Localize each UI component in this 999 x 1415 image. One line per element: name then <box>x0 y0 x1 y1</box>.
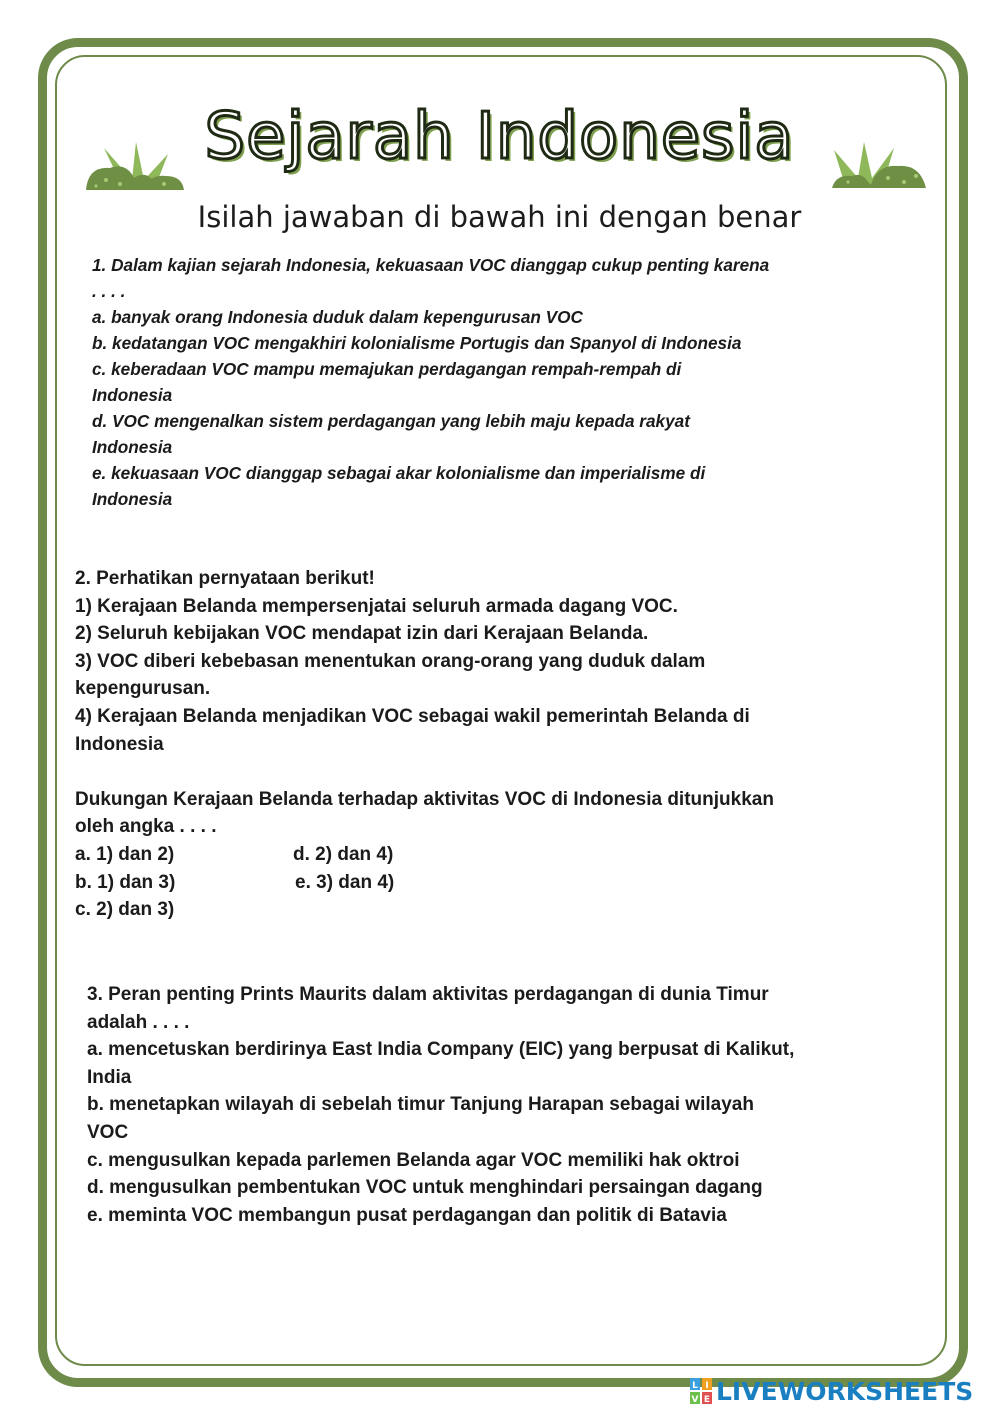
q3-option-b[interactable]: b. menetapkan wilayah di sebelah timur Tanjung Harapan sebagai wilayah <box>87 1094 754 1116</box>
q3-option-b-cont[interactable]: VOC <box>87 1121 129 1143</box>
q1-option-e-cont[interactable]: Indonesia <box>92 489 173 509</box>
logo-text: LIVEWORKSHEETS <box>716 1376 974 1406</box>
q1-option-d[interactable]: d. VOC mengenalkan sistem perdagangan yang lebih maju kepada rakyat <box>92 411 690 431</box>
q1-option-b[interactable]: b. kedatangan VOC mengakhiri kolonialisme Portugis dan Spanyol di Indonesia <box>92 333 742 353</box>
q2-statement-4-cont: Indonesia <box>75 733 164 755</box>
q2-statement-3: 3) VOC diberi kebebasan menentukan orang-orang yang duduk dalam <box>75 650 706 672</box>
page-subtitle: Isilah jawaban di bawah ini dengan benar <box>197 200 802 234</box>
question-2 <box>75 565 920 924</box>
question-1 <box>92 252 912 512</box>
q3-option-a-cont[interactable]: India <box>87 1066 132 1088</box>
q3-option-d[interactable]: d. mengusulkan pembentukan VOC untuk menghindari persaingan dagang <box>87 1177 763 1199</box>
q1-stem: 1. Dalam kajian sejarah Indonesia, kekuasaan VOC dianggap cukup penting karena <box>92 255 770 275</box>
q2-option-a[interactable]: a. 1) dan 2) <box>75 843 175 865</box>
liveworksheets-logo[interactable] <box>690 1376 973 1406</box>
q2-options-row-1 <box>75 841 920 869</box>
q1-stem-dots: . . . . <box>92 281 126 301</box>
q2-option-b[interactable]: b. 1) dan 3) <box>75 871 176 893</box>
q2-stem: 2. Perhatikan pernyataan berikut! <box>75 568 375 589</box>
q2-option-c[interactable]: c. 2) dan 3) <box>75 899 175 921</box>
live-blocks-icon <box>690 1378 712 1404</box>
q2-option-e[interactable]: e. 3) dan 4) <box>295 871 395 893</box>
q2-option-d[interactable]: d. 2) dan 4) <box>293 843 394 865</box>
q3-stem: 3. Peran penting Prints Maurits dalam aktivitas perdagangan di dunia Timur <box>87 984 769 1005</box>
q2-prompt: Dukungan Kerajaan Belanda terhadap aktivitas VOC di Indonesia ditunjukkan <box>75 788 774 810</box>
logo-letter-e: E <box>703 1395 711 1404</box>
logo-letter-l: L <box>692 1381 698 1391</box>
logo-letter-v: V <box>691 1395 699 1404</box>
q2-statement-2: 2) Seluruh kebijakan VOC mendapat izin dari Kerajaan Belanda. <box>75 623 649 645</box>
q1-option-d-cont[interactable]: Indonesia <box>92 437 173 457</box>
q2-statement-3-cont: kepengurusan. <box>75 678 211 700</box>
q2-statement-1: 1) Kerajaan Belanda mempersenjatai seluruh armada dagang VOC. <box>75 595 678 617</box>
q3-option-c[interactable]: c. mengusulkan kepada parlemen Belanda agar VOC memiliki hak oktroi <box>87 1149 740 1171</box>
q3-stem-cont: adalah . . . . <box>87 1011 190 1033</box>
q2-statement-4: 4) Kerajaan Belanda menjadikan VOC sebagai wakil pemerintah Belanda di <box>75 705 750 727</box>
q3-option-e[interactable]: e. meminta VOC membangun pusat perdagangan dan politik di Batavia <box>87 1204 727 1226</box>
q2-options-row-3 <box>75 896 920 924</box>
q1-option-c-cont[interactable]: Indonesia <box>92 385 173 405</box>
question-3 <box>87 981 927 1229</box>
q1-option-a[interactable]: a. banyak orang Indonesia duduk dalam kepengurusan VOC <box>92 307 583 327</box>
q2-options-row-2 <box>75 869 920 897</box>
logo-letter-i: I <box>705 1381 709 1391</box>
page-title: Sejarah Indonesia <box>204 100 795 174</box>
q1-option-c[interactable]: c. keberadaan VOC mampu memajukan perdagangan rempah-rempah di <box>92 359 682 379</box>
q2-spacer <box>75 758 920 786</box>
q3-option-a[interactable]: a. mencetuskan berdirinya East India Company (EIC) yang berpusat di Kalikut, <box>87 1039 795 1061</box>
q1-option-e[interactable]: e. kekuasaan VOC dianggap sebagai akar kolonialisme dan imperialisme di <box>92 463 706 483</box>
q2-prompt-cont: oleh angka . . . . <box>75 816 217 838</box>
